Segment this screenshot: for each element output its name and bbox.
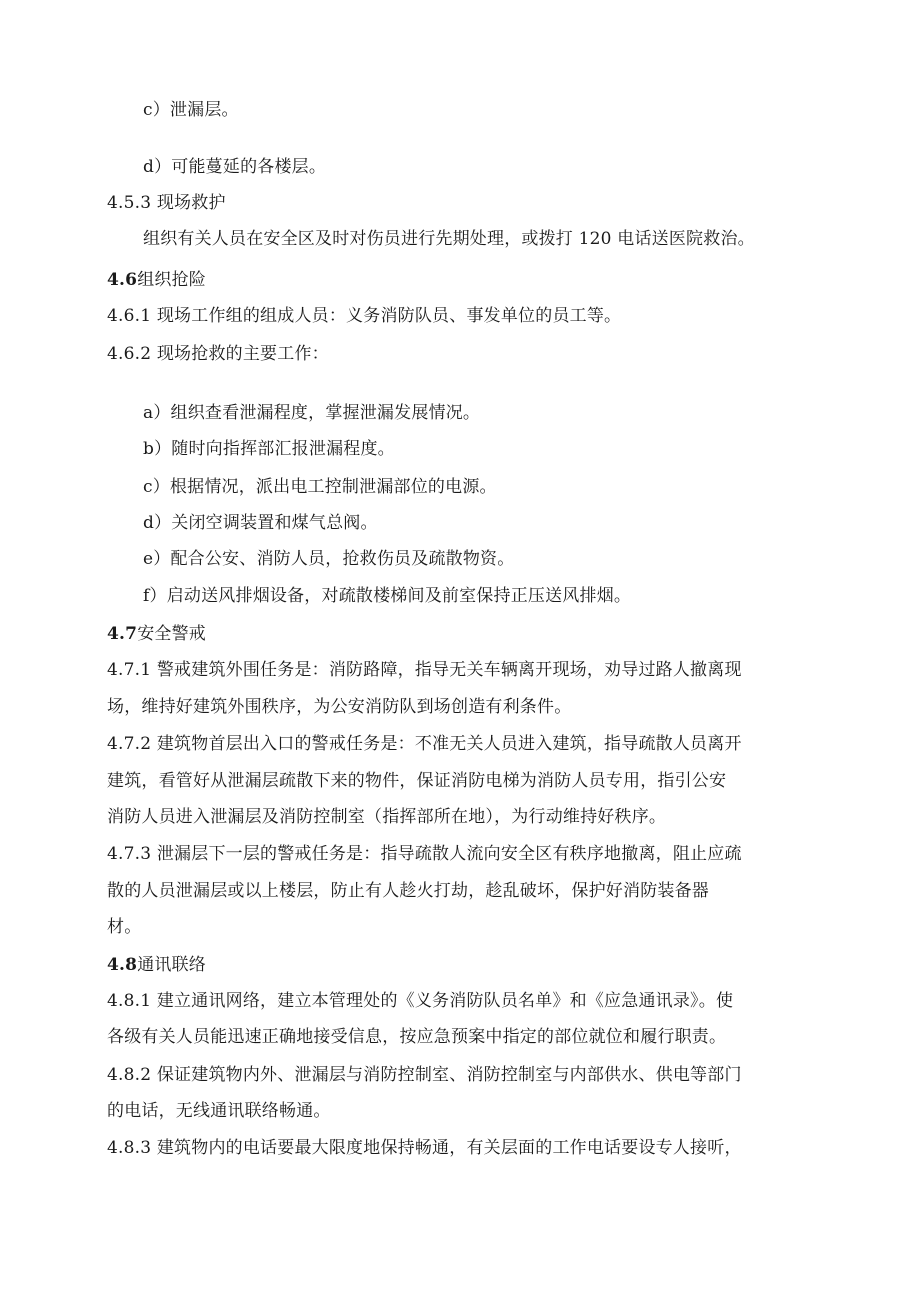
paragraph-4-7-2-line1: 4.7.2 建筑物首层出入口的警戒任务是：不准无关人员进入建筑，指导疏散人员离开 bbox=[107, 734, 742, 754]
list-item-b: b）随时向指挥部汇报泄漏程度。 bbox=[143, 439, 395, 459]
paragraph-4-7-1-line1: 4.7.1 警戒建筑外围任务是：消防路障，指导无关车辆离开现场，劝导过路人撤离现 bbox=[107, 660, 742, 680]
list-item-d-spread-floors: d）可能蔓延的各楼层。 bbox=[143, 157, 327, 177]
section-heading-4-8 bbox=[107, 955, 206, 975]
section-number: 4.6 bbox=[107, 270, 138, 290]
list-item-f: f）启动送风排烟设备，对疏散楼梯间及前室保持正压送风排烟。 bbox=[143, 586, 632, 606]
paragraph-4-7-2-line3: 消防人员进入泄漏层及消防控制室（指挥部所在地），为行动维持好秩序。 bbox=[107, 807, 667, 827]
paragraph-4-7-1-line2: 场，维持好建筑外围秩序，为公安消防队到场创造有利条件。 bbox=[107, 697, 572, 717]
section-heading-4-6 bbox=[107, 270, 206, 290]
paragraph-4-6-2: 4.6.2 现场抢救的主要工作： bbox=[107, 344, 329, 364]
paragraph-4-8-1-line1: 4.8.1 建立通讯网络，建立本管理处的《义务消防队员名单》和《应急通讯录》。使 bbox=[107, 991, 734, 1011]
paragraph-4-8-1-line2: 各级有关人员能迅速正确地接受信息，按应急预案中指定的部位就位和履行职责。 bbox=[107, 1027, 727, 1047]
list-item-a: a）组织查看泄漏程度，掌握泄漏发展情况。 bbox=[143, 403, 481, 423]
section-heading-4-5-3: 4.5.3 现场救护 bbox=[107, 193, 226, 213]
paragraph-4-6-1: 4.6.1 现场工作组的组成人员：义务消防队员、事发单位的员工等。 bbox=[107, 306, 622, 326]
section-title: 安全警戒 bbox=[137, 624, 206, 644]
section-heading-4-7 bbox=[107, 624, 206, 644]
paragraph-rescue: 组织有关人员在安全区及时对伤员进行先期处理，或拨打 120 电话送医院救治。 bbox=[143, 229, 755, 249]
list-item-c-leak-floor: c）泄漏层。 bbox=[143, 100, 239, 120]
paragraph-4-8-2-line1: 4.8.2 保证建筑物内外、泄漏层与消防控制室、消防控制室与内部供水、供电等部门 bbox=[107, 1065, 742, 1085]
paragraph-4-8-2-line2: 的电话，无线通讯联络畅通。 bbox=[107, 1101, 331, 1121]
paragraph-4-7-3-line3: 材。 bbox=[107, 917, 142, 937]
section-title: 组织抢险 bbox=[137, 270, 206, 290]
paragraph-4-7-3-line1: 4.7.3 泄漏层下一层的警戒任务是：指导疏散人流向安全区有秩序地撤离，阻止应疏 bbox=[107, 844, 742, 864]
paragraph-4-8-3-line1: 4.8.3 建筑物内的电话要最大限度地保持畅通，有关层面的工作电话要设专人接听， bbox=[107, 1138, 742, 1158]
list-item-c: c）根据情况，派出电工控制泄漏部位的电源。 bbox=[143, 477, 497, 497]
section-number: 4.8 bbox=[107, 955, 138, 975]
section-number: 4.7 bbox=[107, 624, 138, 644]
list-item-e: e）配合公安、消防人员，抢救伤员及疏散物资。 bbox=[143, 549, 515, 569]
list-item-d: d）关闭空调装置和煤气总阀。 bbox=[143, 513, 378, 533]
section-title: 通讯联络 bbox=[137, 955, 206, 975]
paragraph-4-7-3-line2: 散的人员泄漏层或以上楼层，防止有人趁火打劫，趁乱破坏，保护好消防装备器 bbox=[107, 881, 709, 901]
paragraph-4-7-2-line2: 建筑，看管好从泄漏层疏散下来的物件，保证消防电梯为消防人员专用，指引公安 bbox=[107, 771, 727, 791]
